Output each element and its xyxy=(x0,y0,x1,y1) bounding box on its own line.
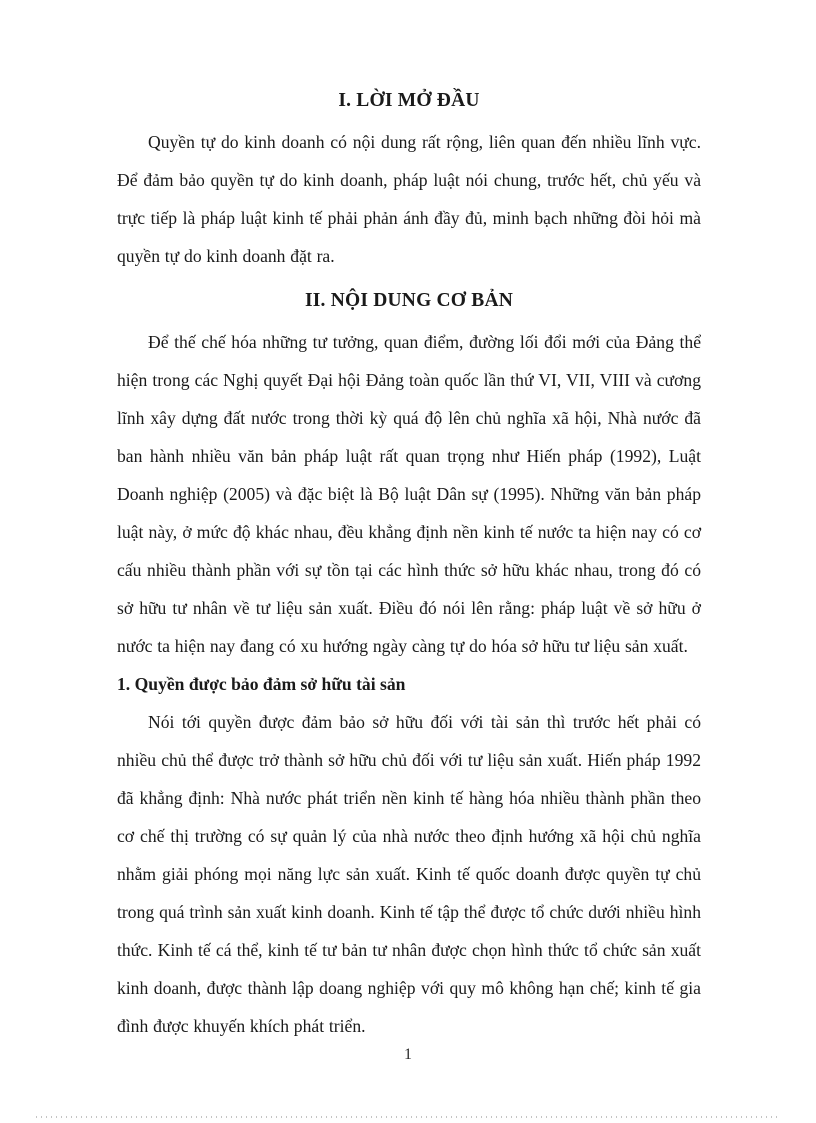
section-2-paragraph-1: Để thế chế hóa những tư tưởng, quan điểm, đường lối đổi mới của Đảng thể hiện trong các Nghị quyết Đại hội Đảng toàn quốc lần thứ VI, VII, VIII và cương lĩnh xây dựng đất nước trong thời kỳ quá độ lên chủ nghĩa xã hội, Nhà nước đã ban hành nhiều văn bản pháp luật rất quan trọng như Hiến pháp (1992), Luật Doanh nghiệp (2005) và đặc biệt là Bộ luật Dân sự (1995). Những văn bản pháp luật này, ở mức độ khác nhau, đều khẳng định nền kinh tế nước ta hiện nay có cơ cấu nhiều thành phần với sự tồn tại các hình thức sở hữu khác nhau, trong đó có sở hữu tư nhân về tư liệu sản xuất. Điều đó nói lên rằng: pháp luật về sở hữu ở nước ta hiện nay đang có xu hướng ngày càng tự do hóa sở hữu tư liệu sản xuất. xyxy=(117,331,701,656)
section-1-paragraph-1: Quyền tự do kinh doanh có nội dung rất rộng, liên quan đến nhiều lĩnh vực. Để đảm bảo quyền tự do kinh doanh, pháp luật nói chung, trước hết, chủ yếu và trực tiếp là pháp luật kinh tế phải phản ánh đầy đủ, minh bạch những đòi hỏi mà quyền tự do kinh doanh đặt ra. xyxy=(117,132,701,267)
document-content xyxy=(117,88,701,1045)
subsection-heading-1: 1. Quyền được bảo đảm sở hữu tài sản xyxy=(117,673,406,694)
section-heading-1: I. LỜI MỞ ĐẦU xyxy=(338,90,480,111)
bottom-dotted-rule xyxy=(36,1116,780,1118)
page-number: 1 xyxy=(404,1046,412,1063)
subsection-1-paragraph-1: Nói tới quyền được đảm bảo sở hữu đối với tài sản thì trước hết phải có nhiều chủ thể được trở thành sở hữu chủ đối với tư liệu sản xuất. Hiến pháp 1992 đã khẳng định: Nhà nước phát triển nền kinh tế hàng hóa nhiều thành phần theo cơ chế thị trường có sự quản lý của nhà nước theo định hướng xã hội chủ nghĩa nhằm giải phóng mọi năng lực sản xuất. Kinh tế quốc doanh được quyền tự chủ trong quá trình sản xuất kinh doanh. Kinh tế tập thể được tổ chức dưới nhiều hình thức. Kinh tế cá thể, kinh tế tư bản tư nhân được chọn hình thức tổ chức sản xuất kinh doanh, được thành lập doang nghiệp với quy mô không hạn chế; kinh tế gia đình được khuyến khích phát triển. xyxy=(117,711,701,1036)
section-heading-2: II. NỘI DUNG CƠ BẢN xyxy=(304,290,514,312)
